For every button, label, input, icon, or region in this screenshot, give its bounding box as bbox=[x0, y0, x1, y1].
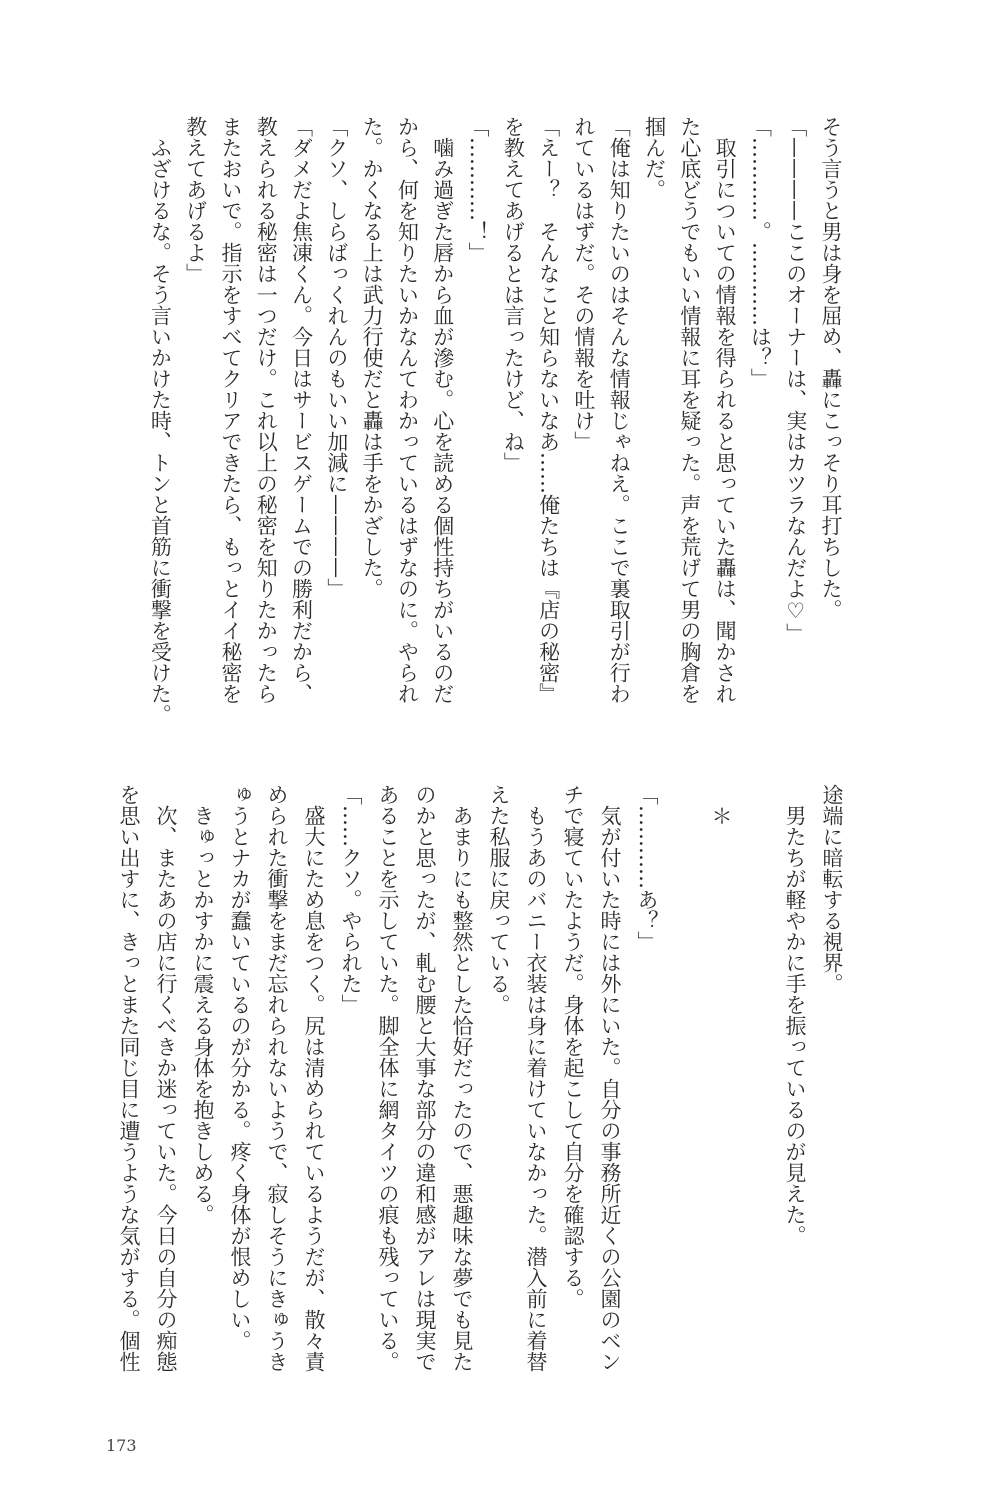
text-line: 「えー？ そんなこと知らないなあ……俺たちは『店の秘密』 bbox=[536, 116, 561, 704]
text-block-top bbox=[142, 116, 848, 726]
text-line: 男たちが軽やかに手を振っているのが見えた。 bbox=[783, 784, 807, 1246]
page-number: 173 bbox=[106, 1436, 137, 1455]
text-line: ＊ bbox=[709, 784, 733, 826]
text-line: のかと思ったが、軋む腰と大事な部分の違和感がアレは現実で bbox=[413, 784, 437, 1372]
text-line: 「————ここのオーナーは、実はカツラなんだよ♡」 bbox=[783, 116, 808, 644]
text-line: 「…………あ？」 bbox=[635, 784, 659, 952]
text-line: 「クソ、しらばっくれんのもいい加減に————」 bbox=[324, 116, 349, 599]
text-line: 「……クソ。やられた」 bbox=[339, 784, 363, 1015]
text-line: た心底どうでもいい情報に耳を疑った。声を荒げて男の胸倉を bbox=[677, 116, 702, 704]
text-line: 「俺は知りたいのはそんな情報じゃねえ。ここで裏取引が行わ bbox=[607, 116, 632, 704]
text-line: えた私服に戻っている。 bbox=[487, 784, 511, 1015]
text-line: 次、またあの店に行くべきか迷っていた。今日の自分の痴態 bbox=[154, 784, 178, 1372]
text-line: 教えられる秘密は一つだけ。これ以上の秘密を知りたかったら bbox=[254, 116, 279, 704]
text-line: 「…………！」 bbox=[466, 116, 491, 263]
text-line: 「ダメだよ焦凍くん。今日はサービスゲームでの勝利だから、 bbox=[289, 116, 314, 704]
text-line: た。かくなる上は武力行使だと轟は手をかざした。 bbox=[360, 116, 385, 599]
text-line bbox=[665, 784, 702, 1404]
text-line: あまりにも整然とした恰好だったので、悪趣味な夢でも見た bbox=[450, 784, 474, 1372]
text-line: 噛み過ぎた唇から血が滲む。心を読める個性持ちがいるのだ bbox=[430, 116, 455, 704]
text-block-bottom bbox=[110, 784, 850, 1404]
text-line: から、何を知りたいかなんてわかっているはずなのに。やられ bbox=[395, 116, 420, 704]
text-line: 途端に暗転する視界。 bbox=[820, 784, 844, 994]
text-line: ゅうとナカが蠢いているのが分かる。疼く身体が恨めしい。 bbox=[228, 784, 252, 1351]
text-line bbox=[739, 784, 776, 1404]
text-line: を思い出すに、きっとまた同じ目に遭うような気がする。個性 bbox=[117, 784, 141, 1372]
text-line: 掴んだ。 bbox=[642, 116, 667, 200]
text-line: 盛大にため息をつく。尻は清められているようだが、散々責 bbox=[302, 784, 326, 1372]
text-line: を教えてあげるとは言ったけど、ね」 bbox=[501, 116, 526, 473]
text-line: ふざけるな。そう言いかけた時、トンと首筋に衝撃を受けた。 bbox=[148, 116, 173, 725]
text-line: もうあのバニー衣装は身に着けていなかった。潜入前に着替 bbox=[524, 784, 548, 1372]
text-line: チで寝ていたようだ。身体を起こして自分を確認する。 bbox=[561, 784, 585, 1309]
text-line: きゅっとかすかに震える身体を抱きしめる。 bbox=[191, 784, 215, 1225]
text-line: められた衝撃をまだ忘れられないようで、寂しそうにきゅうき bbox=[265, 784, 289, 1372]
text-line: またおいで。指示をすべてクリアできたら、もっとイイ秘密を bbox=[218, 116, 243, 704]
text-line: そう言うと男は身を屈め、轟にこっそり耳打ちした。 bbox=[819, 116, 843, 620]
text-line: 教えてあげるよ」 bbox=[183, 116, 208, 284]
text-line: 「…………。…………は？」 bbox=[748, 116, 773, 389]
text-line: れているはずだ。その情報を吐け」 bbox=[571, 116, 596, 452]
text-line: あることを示していた。脚全体に網タイツの痕も残っている。 bbox=[376, 784, 400, 1372]
text-line: 気が付いた時には外にいた。自分の事務所近くの公園のベン bbox=[598, 784, 622, 1372]
text-line: 取引についての情報を得られると思っていた轟は、聞かされ bbox=[713, 116, 738, 704]
